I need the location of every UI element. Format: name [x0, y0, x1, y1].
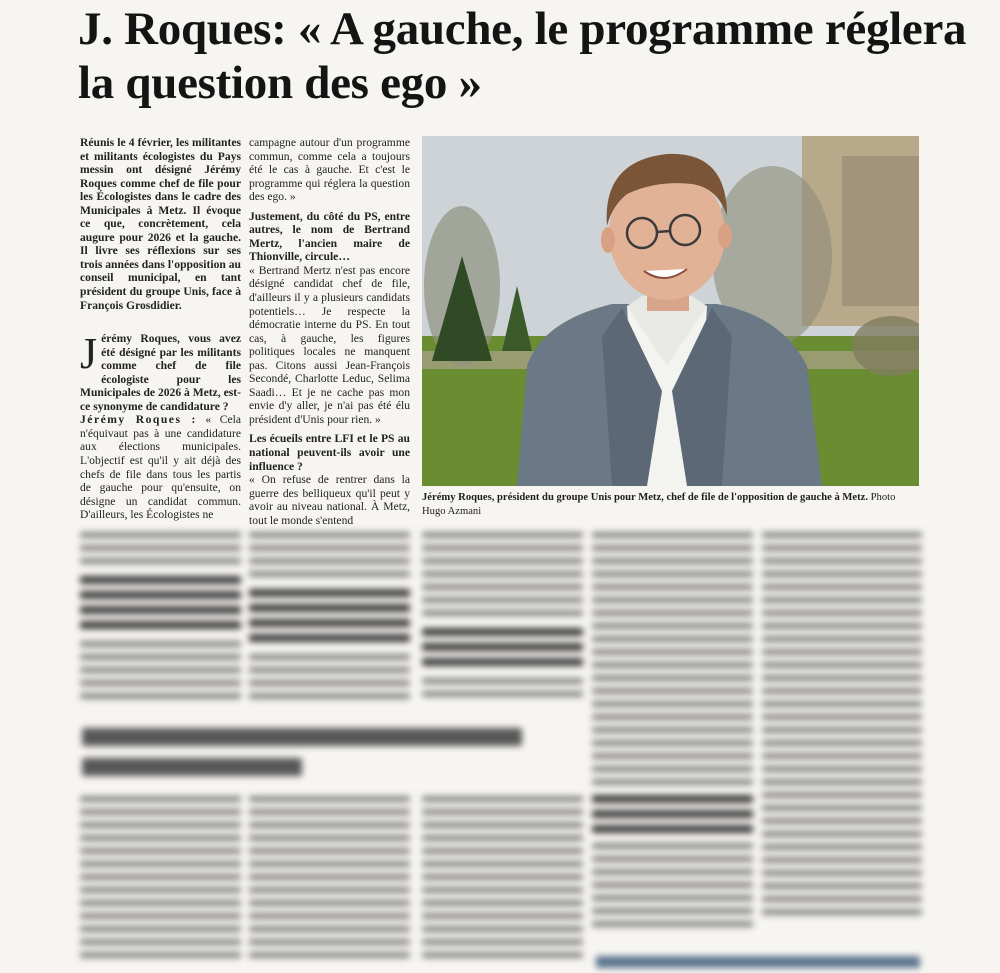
blurred-column-7 — [249, 796, 410, 965]
question-1-text: érémy Roques, vous avez été désigné par les militants comme chef de file écologiste pour les Municipales de 2026 à Metz, est-ce synonyme de candidature ? — [80, 332, 241, 413]
blurred-column-3 — [422, 532, 583, 704]
blurred-column-6 — [80, 796, 241, 965]
blurred-article-area — [0, 524, 1000, 973]
blurred-footer-bar — [596, 956, 920, 968]
answer-2: « Bertrand Mertz n'est pas encore désigné candidat chef de file, d'ailleurs il y a plusieurs candidats potentiels… Je respecte la démocratie interne du PS. En tout cas, à gauche, les figures politiques locales ne manquent pas. Citons aussi Jean-François Secondé, Charlotte Leduc, Selima Saadi… Et je ne cache pas mon envie d'y aller, je n'ai pas été élu président d'Unis pour rien. » — [249, 263, 410, 426]
blurred-column-2 — [249, 532, 410, 706]
question-2: Justement, du côté du PS, entre autres, le nom de Bertrand Mertz, l'ancien maire de Thionville, circule… — [249, 209, 410, 264]
photo-caption — [422, 491, 919, 518]
photo-credit: Photo Hugo Azmani — [422, 492, 896, 517]
question-1 — [80, 329, 241, 413]
answer-1 — [80, 413, 241, 521]
article-column-2 — [249, 136, 410, 527]
blurred-second-headline — [82, 728, 602, 788]
drop-cap: J — [80, 329, 98, 379]
blurred-column-4 — [592, 532, 753, 934]
question-3: Les écueils entre LFI et le PS au national peuvent-ils avoir une influence ? — [249, 432, 410, 473]
blurred-column-1 — [80, 532, 241, 706]
blurred-column-5 — [762, 532, 922, 922]
blurred-column-8 — [422, 796, 583, 965]
answer-1-continued: campagne autour d'un programme commun, comme cela a toujours été le cas à gauche. Et c'est le programme qui réglera la question des ego. » — [249, 136, 410, 204]
caption-text: Jérémy Roques, président du groupe Unis pour Metz, chef de file de l'opposition de gauche à Metz. — [422, 492, 868, 503]
article-column-1 — [80, 136, 241, 522]
portrait-illustration — [422, 136, 919, 486]
answer-3: « On refuse de rentrer dans la guerre des belliqueux qu'il peut y avoir au niveau national. À Metz, tout le monde s'entend — [249, 473, 410, 527]
headline: J. Roques: « A gauche, le programme réglera la question des ego » — [78, 3, 967, 109]
speaker-label: Jérémy Roques : — [80, 413, 197, 427]
portrait-photo — [422, 136, 919, 486]
chapo: Réunis le 4 février, les militantes et militants écologistes du Pays messin ont désigné Jérémy Roques comme chef de file pour les Écologistes dans le cadre des Municipales à Metz. Il évoque ce que, concrètement, cela augure pour 2026 et la gauche. Il livre ses réflexions sur ses trois années dans l'opposition au conseil municipal, en tant président du groupe Unis, face à François Grosdidier. — [80, 136, 241, 312]
answer-1-text: « Cela n'équivaut pas à une candidature aux élections municipales. L'objectif est qu'il y ait déjà des chefs de file dans tous les partis de gauche pour qu'ensuite, on désigne un candidat commun. D'ailleurs, les Écologistes ne — [80, 413, 241, 522]
